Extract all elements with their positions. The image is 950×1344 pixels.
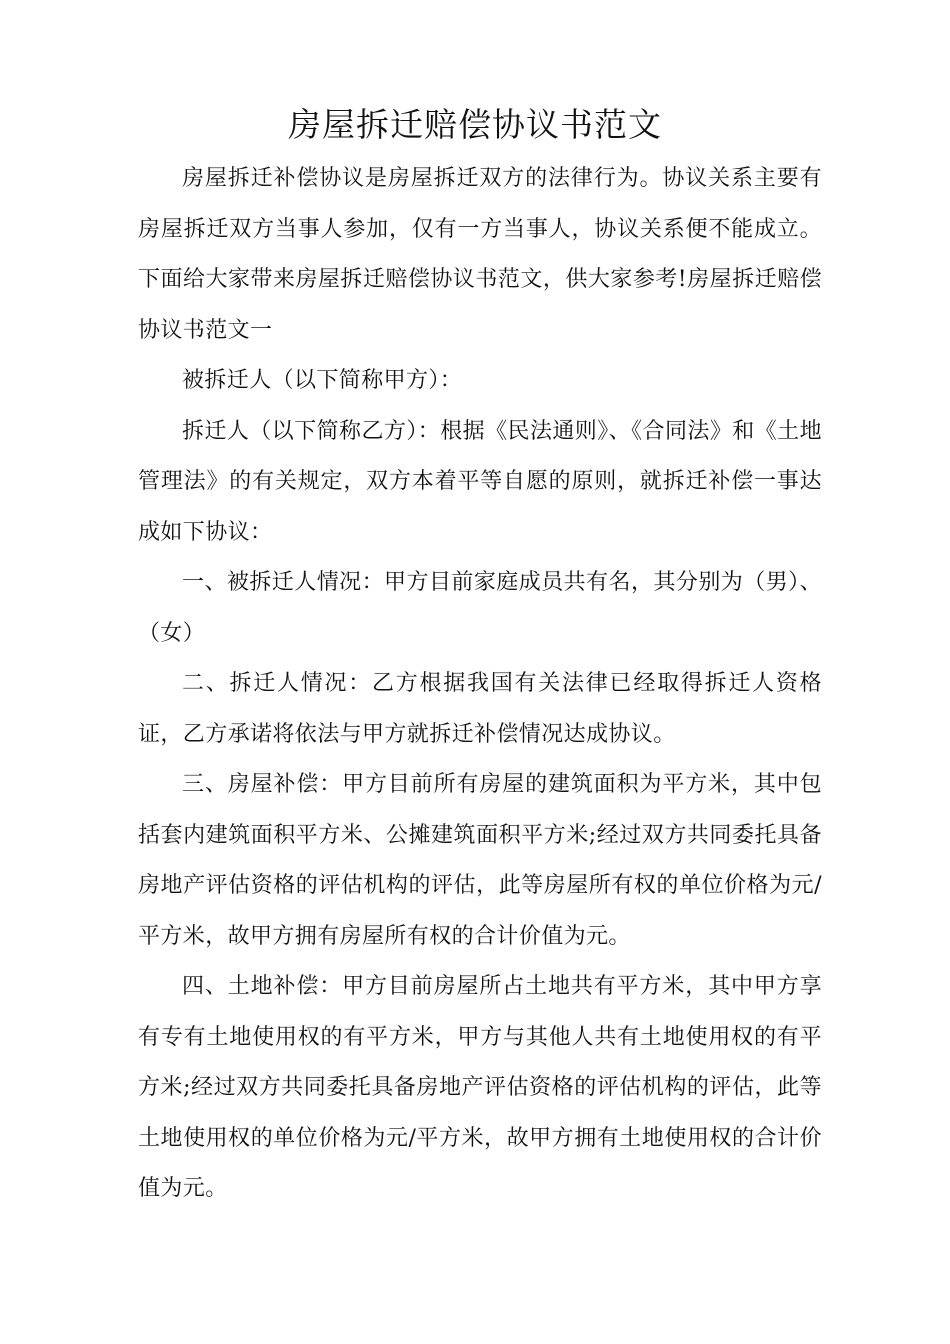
paragraph-clause-1: 一、被拆迁人情况：甲方目前家庭成员共有名，其分别为（男）、（女） [138,570,822,646]
paragraph-party-a: 被拆迁人（以下简称甲方）： [182,368,463,393]
document-body [138,154,822,1215]
paragraph-clause-2: 二、拆迁人情况：乙方根据我国有关法律已经取得拆迁人资格证，乙方承诺将依法与甲方就拆迁补偿情况达成协议。 [138,671,822,747]
paragraph-clause-4: 四、土地补偿：甲方目前房屋所占土地共有平方米，其中甲方享有专有土地使用权的有平方米，甲方与其他人共有土地使用权的有平方米;经过双方共同委托具备房地产评估资格的评估机构的评估，此等土地使用权的单位价格为元/平方米，故甲方拥有土地使用权的合计价值为元。 [138,974,822,1201]
document-title: 房屋拆迁赔偿协议书范文 [288,105,662,144]
paragraph-clause-3: 三、房屋补偿：甲方目前所有房屋的建筑面积为平方米，其中包括套内建筑面积平方米、公摊建筑面积平方米;经过双方共同委托具备房地产评估资格的评估机构的评估，此等房屋所有权的单位价格为元/平方米，故甲方拥有房屋所有权的合计价值为元。 [138,772,822,949]
paragraph-intro: 房屋拆迁补偿协议是房屋拆迁双方的法律行为。协议关系主要有房屋拆迁双方当事人参加，仅有一方当事人，协议关系便不能成立。下面给大家带来房屋拆迁赔偿协议书范文，供大家参考!房屋拆迁赔偿协议书范文一 [138,166,822,343]
paragraph-party-b: 拆迁人（以下简称乙方）：根据《民法通则》、《合同法》和《土地管理法》的有关规定，双方本着平等自愿的原则，就拆迁补偿一事达成如下协议： [138,418,822,545]
